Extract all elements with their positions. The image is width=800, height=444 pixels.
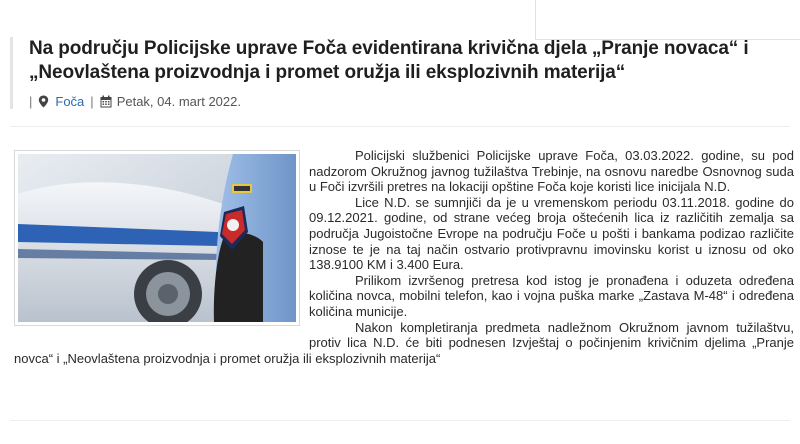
meta-separator-2: | (90, 94, 94, 109)
footer-divider (10, 420, 790, 421)
map-marker-icon (38, 95, 49, 108)
calendar-icon (100, 95, 111, 108)
meta-separator: | (29, 94, 33, 109)
article-paragraph-4: Nakon kompletiranja predmeta nadležnom Okružnom javnom tužilaštvu, protiv lica N.D. će biti podnesen Izvještaj o počinjenim krivičnim djelima „Pranje novca“ i „Neovlaštena proizvodnja i promet oružja ili eksplozivnih materija“ (14, 319, 794, 366)
article-meta (29, 94, 790, 109)
article-date: Petak, 04. mart 2022. (116, 94, 241, 109)
article-paragraph-2: Lice N.D. se sumnjiči da je u vremenskom periodu 03.11.2018. godine do 09.12.2021. godine, od strane većeg broja oštećenih lica iz različitih zemalja sa područja Jugoistočne Evrope na području Foče u pošti i bankama podizao različite iznose te je na taj način ostvario protivpravnu imovinsku korist u iznosu od oko 138.9100 KM i 3.400 Eura. (309, 194, 794, 273)
article-paragraph-1: Policijski službenici Policijske uprave Foča, 03.03.2022. godine, su pod nadzorom Okružnog javnog tužilaštva Trebinje, na osnovu naredbe Osnovnog suda u Foči izvršili pretres na lokaciji opštine Foča koje koristi lice inicijala N.D. (309, 148, 794, 195)
header-divider (10, 126, 790, 127)
top-search-box[interactable] (535, 0, 800, 40)
article-paragraph-3: Prilikom izvršenog pretresa kod istog je pronađena i oduzeta određena količina novca, mobilni telefon, kao i vojna puška marke „Zastava M-48“ i određena količina municije. (309, 272, 794, 319)
article-body (14, 148, 794, 366)
article-header (10, 37, 790, 109)
location-link[interactable]: Foča (55, 94, 85, 109)
image-spacer (14, 148, 309, 338)
article-title: Na području Policijske uprave Foča evidentirana krivična djela „Pranje novaca“ i „Neovlaštena proizvodnja i promet oružja ili eksplozivnih materija“ (29, 38, 749, 83)
